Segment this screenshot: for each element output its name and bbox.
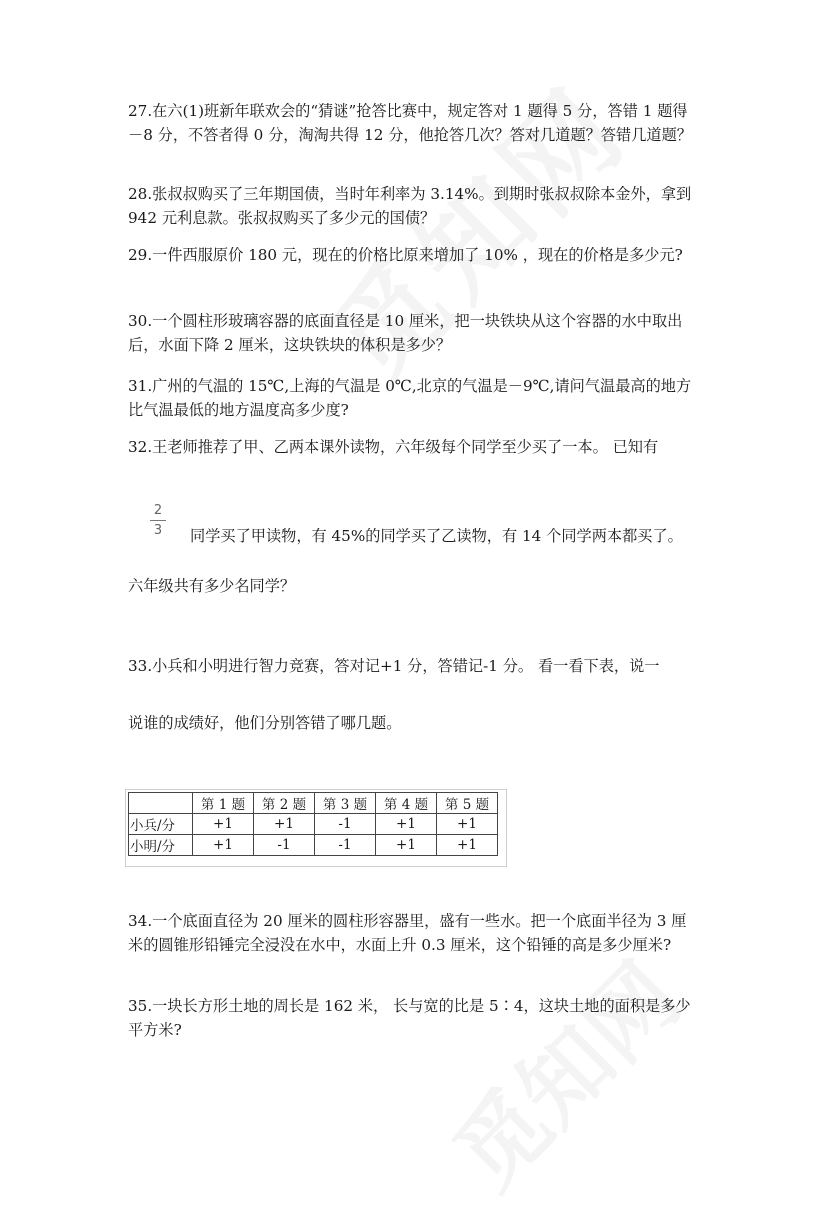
table-cell: -1 [315,835,376,856]
table-cell: -1 [315,814,376,835]
score-table [128,792,498,856]
question-35: 35.一块长方形土地的周长是 162 米， 长与宽的比是 5∶4，这块土地的面积是多少平方米? [128,997,691,1039]
table-header-cell: 第 1 题 [193,793,254,814]
table-cell: +1 [193,814,254,835]
fraction-denominator: 3 [153,523,163,538]
table-header-row [129,793,498,814]
question-32-line2: 同学买了甲读物，有 45%的同学买了乙读物，有 14 个同学两本都买了。 [190,527,683,546]
question-34: 34.一个底面直径为 20 厘米的圆柱形容器里，盛有一些水。把一个底面半径为 3 厘米的圆锥形铅锤完全浸没在水中，水面上升 0.3 厘米，这个铅锤的高是多少厘米? [128,912,687,954]
table-header-cell: 第 4 题 [376,793,437,814]
question-28: 28.张叔叔购买了三年期国债，当时年利率为 3.14%。到期时张叔叔除本金外，拿到 942 元利息款。张叔叔购买了多少元的国债？ [128,185,692,227]
fraction-numerator: 2 [153,503,163,518]
fraction-bar [150,520,166,521]
row-label: 小兵/分 [129,814,193,835]
table-cell: +1 [376,835,437,856]
table-cell: +1 [437,835,498,856]
table-cell: +1 [437,814,498,835]
table-row [129,835,498,856]
table-cell: -1 [254,835,315,856]
question-33-line2: 说谁的成绩好，他们分别答错了哪几题。 [128,714,402,732]
table-header-cell: 第 5 题 [437,793,498,814]
fraction-two-thirds [150,504,166,538]
table-row [129,814,498,835]
question-33-line1: 33.小兵和小明进行智力竞赛，答对记+1 分，答错记-1 分。 看一看下表，说一 [128,657,660,675]
table-header-cell [129,793,193,814]
table-cell: +1 [254,814,315,835]
watermark-bottom [420,929,703,1212]
table-cell: +1 [193,835,254,856]
table-cell: +1 [376,814,437,835]
table-header-cell: 第 3 题 [315,793,376,814]
row-label: 小明/分 [129,835,193,856]
question-32-line1: 32.王老师推荐了甲、乙两本课外读物，六年级每个同学至少买了一本。 已知有 [128,438,659,456]
table-header-cell: 第 2 题 [254,793,315,814]
question-29: 29.一件西服原价 180 元，现在的价格比原来增加了 10% ，现在的价格是多少元? [128,246,683,264]
question-27: 27.在六(1)班新年联欢会的“猜谜”抢答比赛中，规定答对 1 题得 5 分，答错 1 题得－8 分，不答者得 0 分，淘淘共得 12 分，他抢答几次？答对几道题？答错几道题？ [128,102,692,144]
question-32-line3: 六年级共有多少名同学？ [128,577,296,595]
question-30: 30.一个圆柱形玻璃容器的底面直径是 10 厘米，把一块铁块从这个容器的水中取出后，水面下降 2 厘米，这块铁块的体积是多少？ [128,312,683,354]
question-31: 31.广州的气温的 15℃,上海的气温是 0℃,北京的气温是－9℃,请问气温最高的地方比气温最低的地方温度高多少度? [128,377,692,419]
